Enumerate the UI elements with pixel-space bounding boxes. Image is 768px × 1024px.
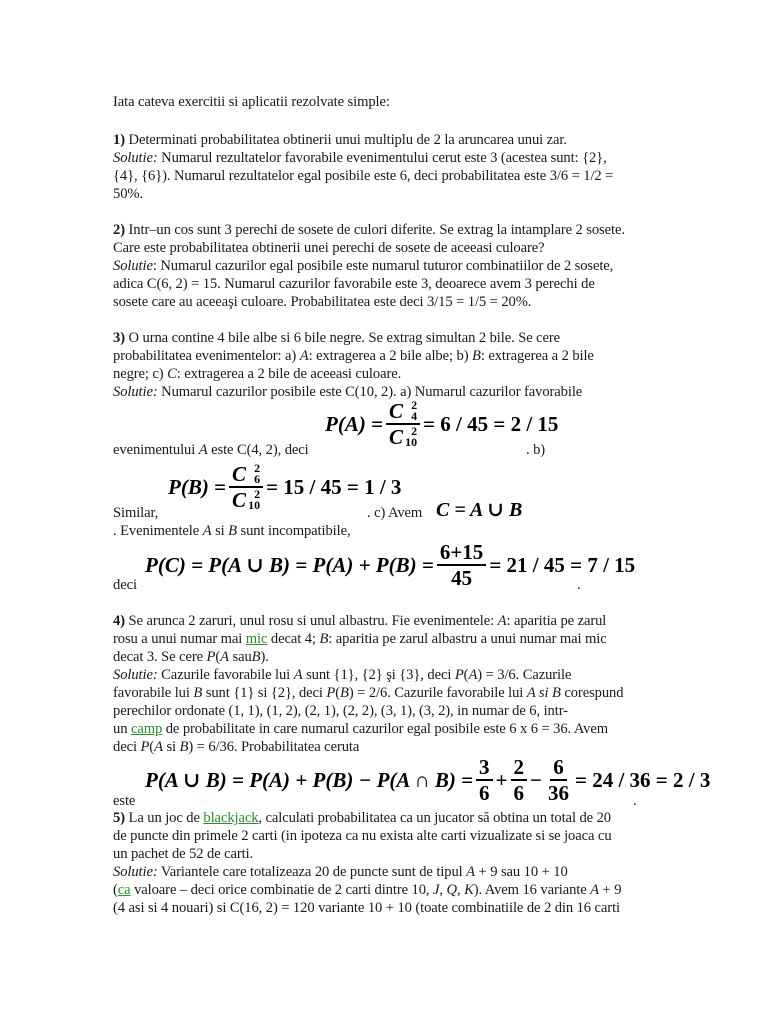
fraction: $\frac{6}{36}$ <box>547 755 569 805</box>
solution-label: Solutie: <box>113 384 158 400</box>
ex2-text: sosete care au aceeaşi culoare. Probabilitatea este deci 3/15 = 1/5 = 20%. <box>113 294 532 310</box>
ex2-text: adica C(6, 2) = 15. Numarul cazurilor favorabile este 3, deoarece avem 3 perechi de <box>113 276 595 292</box>
ex4-number: 4) <box>113 613 125 629</box>
ex5-text: (ca valoare – deci orice combinatie de 2 carti dintre 10, J, Q, K). Avem 16 variante A + 9 <box>113 882 622 898</box>
ex3-text: deci <box>113 577 137 593</box>
ex2-statement: 2) Intr–un cos sunt 3 perechi de sosete de culori diferite. Se extrag la intamplare 2 sosete. <box>113 222 625 238</box>
ex4-text: rosu a unui numar mai mic decat 4; B: aparitia pe zarul albastru a unui numar mai mic <box>113 631 607 647</box>
ex1-number: 1) <box>113 132 125 148</box>
ex3-solution: Solutie: Numarul cazurilor posibile este C(10, 2). a) Numarul cazurilor favorabile <box>113 384 583 400</box>
ex5-solution: Solutie: Variantele care totalizeaza 20 de puncte sunt de tipul A + 9 sau 10 + 10 <box>113 864 568 880</box>
ex1-solution: Solutie: Numarul rezultatelor favorabile evenimentului cerut este 3 (acestea sunt: {2}, <box>113 150 607 166</box>
formula-p-b: P(B) = C 2 6 C 2 10 = 15 / 45 = 1 / 3 <box>168 461 402 512</box>
ex5-statement: 5) La un joc de blackjack, calculati probabilitatea ca un jucator să obtina un total de 20 <box>113 810 611 826</box>
ex4-statement: 4) Se arunca 2 zaruri, unul rosu si unul albastru. Fie evenimentele: A: aparitia pe zarul <box>113 613 607 629</box>
ex3-text: probabilitatea evenimentelor: a) A: extragerea a 2 bile albe; b) B: extragerea a 2 bile <box>113 348 594 364</box>
ex1-statement: 1) Determinati probabilitatea obtinerii unui multiplu de 2 la aruncarea unui zar. <box>113 132 567 148</box>
ex1-text: {4}, {6}). Numarul rezultatelor egal posibile este 6, deci probabilitatea este 3/6 = 1/2 = <box>113 168 614 184</box>
ex4-text: este <box>113 793 136 809</box>
solution-label: Solutie <box>113 258 153 274</box>
link-blackjack[interactable]: blackjack <box>203 810 259 826</box>
ex3-text: . c) Avem <box>367 505 423 521</box>
ex5-text: de puncte din primele 2 carti (in ipoteza ca nu exista alte carti vizualizate si se joaca cu <box>113 828 612 844</box>
formula-c-union: C = A ∪ B <box>436 499 523 521</box>
ex5-text: un pachet de 52 de carti. <box>113 846 254 862</box>
ex4-solution: Solutie: Cazurile favorabile lui A sunt {1}, {2} şi {3}, deci P(A) = 3/6. Cazurile <box>113 667 572 683</box>
ex3-text: . <box>577 577 581 593</box>
fraction: C 2 4 C 2 10 <box>386 400 420 448</box>
ex3-text: negre; c) C: extragerea a 2 bile de aceeasi culoare. <box>113 366 402 382</box>
ex2-number: 2) <box>113 222 125 238</box>
ex4-text: deci P(A si B) = 6/36. Probabilitatea ceruta <box>113 739 360 755</box>
formula-p-c: P(C) = P(A ∪ B) = P(A) + P(B) = $\frac{6+15}{45}$ = 21 / 45 = 7 / 15 <box>145 540 636 590</box>
ex3-text: . Evenimentele A si B sunt incompatibile, <box>113 523 351 539</box>
ex3-text: evenimentului A este C(4, 2), deci <box>113 442 309 458</box>
ex3-number: 3) <box>113 330 125 346</box>
ex4-text: perechilor ordonate (1, 1), (1, 2), (2, 1), (2, 2), (3, 1), (3, 2), in numar de 6, intr- <box>113 703 568 719</box>
fraction: $\frac{3}{6}$ <box>476 756 493 804</box>
ex2-text: Care este probabilitatea obtinerii unei perechi de sosete de aceeasi culoare? <box>113 240 545 256</box>
intro-text: Iata cateva exercitii si aplicatii rezolvate simple: <box>113 94 390 110</box>
ex1-text: 50%. <box>113 186 143 202</box>
ex4-text: . <box>633 793 637 809</box>
ex3-text: Similar, <box>113 505 159 521</box>
link-ca[interactable]: ca <box>117 882 131 898</box>
fraction: C 2 6 C 2 10 <box>229 463 263 511</box>
link-camp[interactable]: camp <box>130 721 163 737</box>
formula-p-union: P(A ∪ B) = P(A) + P(B) − P(A ∩ B) = $\frac{3}{6}$ + $\frac{2}{6}$ − $\frac{6}{36}$ = 24 / 36 = 2 / 3 <box>145 755 711 805</box>
ex4-text: un camp de probabilitate in care numarul cazurilor egal posibile este 6 x 6 = 36. Avem <box>113 721 609 737</box>
ex4-text: favorabile lui B sunt {1} si {2}, deci P(B) = 2/6. Cazurile favorabile lui A si B corespund <box>113 685 624 701</box>
solution-label: Solutie: <box>113 150 158 166</box>
fraction: $\frac{6+15}{45}$ <box>437 541 486 589</box>
ex5-text: (4 asi si 4 nouari) si C(16, 2) = 120 variante 10 + 10 (toate combinatiile de 2 din 16 carti <box>113 900 620 916</box>
link-mic[interactable]: mic <box>245 631 268 647</box>
solution-label: Solutie: <box>113 667 158 683</box>
fraction: $\frac{2}{6}$ <box>511 756 528 804</box>
ex4-text: decat 3. Se cere P(A sauB). <box>113 649 269 665</box>
ex2-solution: Solutie: Numarul cazurilor egal posibile este numarul tuturor combinatiilor de 2 sosete, <box>113 258 614 274</box>
ex3-statement: 3) O urna contine 4 bile albe si 6 bile negre. Se extrag simultan 2 bile. Se cere <box>113 330 561 346</box>
ex5-number: 5) <box>113 810 125 826</box>
ex3-text: . b) <box>526 442 546 458</box>
solution-label: Solutie: <box>113 864 158 880</box>
formula-p-a: P(A) = C 2 4 C 2 10 = 6 / 45 = 2 / 15 <box>325 398 559 449</box>
